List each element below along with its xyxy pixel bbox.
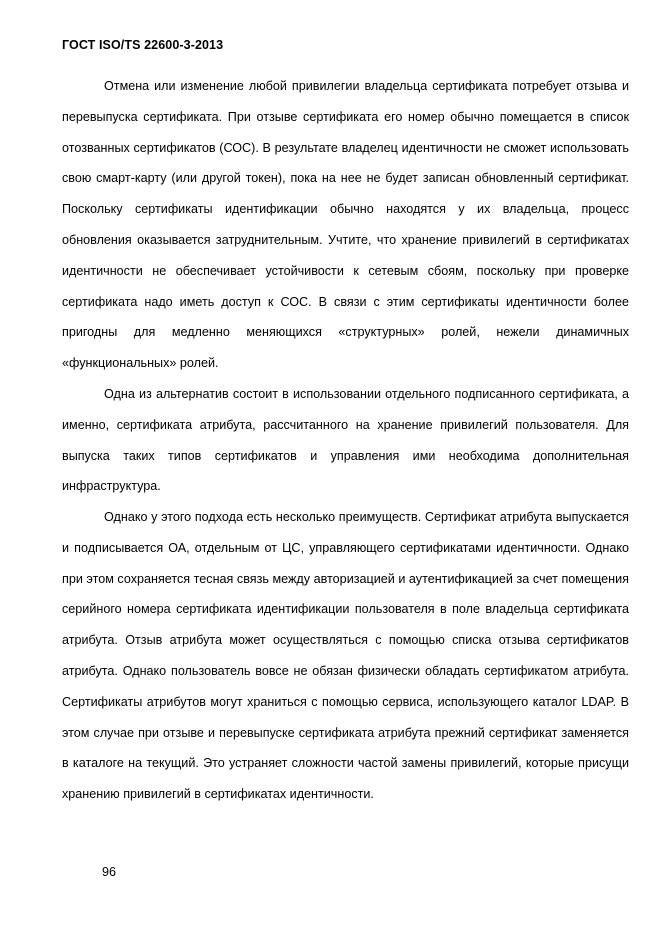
paragraph-attribute-certificate-advantages: Однако у этого подхода есть несколько преимуществ. Сертификат атрибута выпускается и подписывается ОА, отдельным от ЦС, управляющего сертификатами идентичности. Однако при этом сохраняется тесная связь между авторизацией и аутентификацией за счет помещения серийного номера сертификата идентификации пользователя в поле владельца сертификата атрибута. Отзыв атрибута может осуществляться с помощью списка отзыва сертификатов атрибута. Однако пользователь вовсе не обязан физически обладать сертификатом атрибута. Сертификаты атрибутов могут храниться с помощью сервиса, использующего каталог LDAP. В этом случае при отзыве и перевыпуске сертификата атрибута прежний сертификат заменяется в каталоге на текущий. Это устраняет сложности частой замены привилегий, которые присущи хранению привилегий в сертификатах идентичности.	[62, 510, 629, 802]
paragraph-privilege-revocation: Отмена или изменение любой привилегии владельца сертификата потребует отзыва и перевыпуска сертификата. При отзыве сертификата его номер обычно помещается в список отозванных сертификатов (СОС). В результате владелец идентичности не сможет использовать свою смарт-карту (или другой токен), пока на нее не будет записан обновленный сертификат. Поскольку сертификаты идентификации обычно находятся у их владельца, процесс обновления оказывается затруднительным. Учтите, что хранение привилегий в сертификатах идентичности не обеспечивает устойчивости к сетевым сбоям, поскольку при проверке сертификата надо иметь доступ к СОС. В связи с этим сертификаты идентичности более пригодны для медленно меняющихся «структурных» ролей, нежели динамичных «функциональных» ролей.	[62, 79, 629, 371]
document-header: ГОСТ ISO/TS 22600-3-2013	[62, 38, 224, 52]
paragraph-attribute-certificate-alternative: Одна из альтернатив состоит в использовании отдельного подписанного сертификата, а именно, сертификата атрибута, рассчитанного на хранение привилегий пользователя. Для выпуска таких типов сертификатов и управления ими необходима дополнительная инфраструктура.	[62, 387, 629, 494]
page-number: 96	[102, 865, 117, 879]
